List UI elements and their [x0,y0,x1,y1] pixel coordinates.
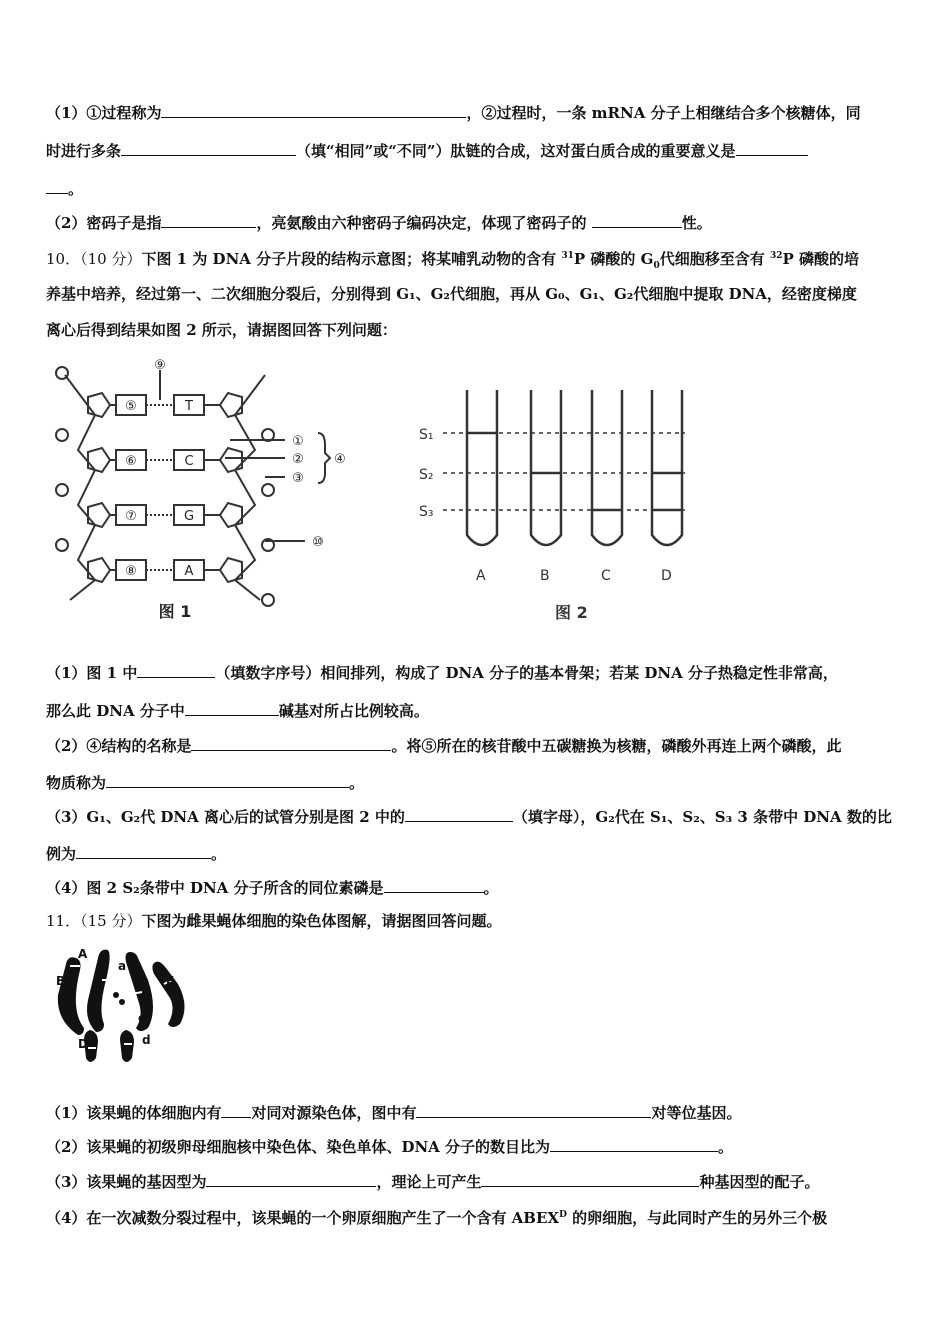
q9-p1-text: （1）①过程称为 [46,104,162,122]
q9-line-1 [46,102,906,123]
q10-a3-line-1 [46,806,906,827]
q10-a1-line-2 [46,700,906,721]
fig1-base: A [184,564,194,579]
answer-blank[interactable] [206,1171,376,1187]
gene-label: E [166,974,175,988]
answer-blank[interactable] [121,140,296,156]
q9-p1-text-b: ，②过程时，一条 mRNA 分子上相继结合多个核糖体，同 [466,104,861,122]
fig2-tube-label: B [540,568,550,584]
fig1-caption: 图 1 [158,602,192,621]
answer-blank[interactable] [221,1102,251,1118]
q9-p2-text-c: 性。 [681,214,712,232]
q11-a4-text-b: 的卵细胞，与此同时产生的另外三个极 [566,1209,828,1227]
answer-blank[interactable] [405,806,513,822]
q11-a1-line [46,1102,906,1123]
q9-p2-text: （2）密码子是指 [46,214,162,232]
q10-a3-text: （3）G₁、G₂代 DNA 离心后的试管分别是图 2 中的 [46,808,405,826]
answer-blank[interactable] [161,212,256,228]
q11-a4-text: （4）在一次减数分裂过程中，该果蝇的一个卵原细胞产生了一个含有 ABEX [46,1209,560,1227]
q10-a2-line-1 [46,735,906,756]
fig1-callout: ④ [334,452,346,467]
q11-stem-text: 下图为雌果蝇体细胞的染色体图解，请据图回答问题。 [141,912,502,930]
q11-a2-text: （2）该果蝇的初级卵母细胞核中染色体、染色单体、DNA 分子的数目比为 [46,1138,551,1156]
fig2-band-label: S₁ [419,427,434,443]
answer-blank[interactable] [161,102,466,118]
answer-blank[interactable] [76,843,211,859]
fig1-callout: ⑨ [154,358,166,373]
fig1-label: ⑥ [125,454,137,469]
fig1-base: G [183,509,195,524]
q10-a3-text-b: （填字母），G₂代在 S₁、S₂、S₃ 3 条带中 DNA 数的比 [512,808,892,826]
gene-label: e [138,1011,147,1025]
figure-chromosomes [48,940,198,1070]
gene-label: a [118,959,127,973]
answer-blank[interactable] [46,178,68,194]
q11-a1-text-b: 对同对源染色体，图中有 [251,1104,417,1122]
fig2-caption: 图 2 [555,603,588,622]
subscript: 0 [653,261,660,271]
answer-blank[interactable] [191,735,391,751]
gene-label: B [56,974,66,988]
q11-stem [46,911,906,931]
q10-a1-text-b: （填数字序号）相间排列，构成了 DNA 分子的基本骨架；若某 DNA 分子热稳定性非常高， [215,664,838,682]
q10-stem-line-2: 养基中培养，经过第一、二次细胞分裂后，分别得到 G₁、G₂代细胞，再从 G₀、G₁、G₂代细胞中提取 DNA，经密度梯度 [46,285,857,303]
q9-p1-text-e: 。 [68,180,84,198]
q11-a3-text: （3）该果蝇的基因型为 [46,1173,207,1191]
answer-blank[interactable] [416,1102,651,1118]
q11-a3-text-b: ，理论上可产生 [376,1173,482,1191]
fig2-tube-label: D [661,568,672,584]
q11-a3-line [46,1171,906,1192]
q10-a1-text: （1）图 1 中 [46,664,138,682]
q10-a1-line-1 [46,662,906,683]
fig1-callout: ⑩ [312,535,324,550]
fig2-tube-label: C [601,568,611,584]
q10-a2-text: （2）④结构的名称是 [46,737,192,755]
q10-a2-text-d: 。 [349,774,365,792]
fig1-base: C [184,454,194,469]
answer-blank[interactable] [384,877,484,893]
answer-blank[interactable] [481,1171,699,1187]
q10-stem-b: P 磷酸的 G [573,250,654,268]
question-score: （10 分） [80,250,142,268]
fig1-label: ⑤ [125,399,137,414]
answer-blank[interactable] [550,1136,718,1152]
q10-a2-line-2 [46,772,906,793]
superscript: 31 [561,251,574,261]
gene-label: B [93,1011,103,1025]
question-number: 11． [46,912,81,930]
fig1-label: ⑧ [125,564,137,579]
fig1-base: T [185,399,193,414]
q10-a3-text-d: 。 [211,845,227,863]
fig1-callout: ① [292,434,304,449]
gene-label: A [78,947,88,961]
q10-stem-line-3: 离心后得到结果如图 2 所示，请据图回答下列问题： [46,321,397,339]
q10-a4-text: （4）图 2 S₂条带中 DNA 分子所含的同位素磷是 [46,879,384,897]
q11-a1-text: （1）该果蝇的体细胞内有 [46,1104,222,1122]
fig1-callout: ② [292,452,304,467]
q11-a4-line [46,1205,906,1228]
figure-1-dna-structure [50,355,350,635]
superscript: D [559,1210,567,1220]
answer-blank[interactable] [185,700,279,716]
q10-line-1 [46,246,906,276]
q10-a3-line-2 [46,843,906,864]
gene-label: d [142,1033,151,1047]
question-score: （15 分） [80,912,142,930]
q10-a4-line [46,877,906,898]
q10-a1-text-d: 碱基对所占比例较高。 [278,702,429,720]
q10-stem: 下图 1 为 DNA 分子片段的结构示意图；将某哺乳动物的含有 [141,250,557,268]
q10-stem-d: P 磷酸的培 [782,250,860,268]
q10-a3-text-c: 例为 [46,845,77,863]
q9-line-2 [46,140,906,161]
q9-p1-text-d: （填“相同”或“不同”）肽链的合成，这对蛋白质合成的重要意义是 [296,142,736,160]
q10-a2-text-c: 物质称为 [46,774,107,792]
q9-p1-text-c: 时进行多条 [46,142,122,160]
figure-2-tubes [415,385,705,635]
answer-blank[interactable] [106,772,349,788]
q9-p2-text-b: ，亮氨酸由六种密码子编码决定，体现了密码子的 [256,214,587,232]
answer-blank[interactable] [137,662,215,678]
q10-stem-c: 代细胞移至含有 [659,250,765,268]
q9-line-3 [46,178,906,199]
gene-label: D [78,1037,88,1051]
q11-a1-text-c: 对等位基因。 [651,1104,742,1122]
q9-line-4 [46,212,906,233]
q11-a3-text-c: 种基因型的配子。 [699,1173,820,1191]
fig2-tube-label: A [476,568,486,584]
superscript: 32 [769,251,783,261]
question-number: 10． [46,250,81,268]
fig1-label: ⑦ [125,509,137,524]
fig2-band-label: S₂ [419,467,434,483]
fig1-callout: ③ [292,471,304,486]
q11-a2-line [46,1136,906,1157]
answer-blank[interactable] [592,212,682,228]
q10-a4-text-b: 。 [483,879,499,897]
fig2-band-label: S₃ [419,504,434,520]
q11-a2-text-b: 。 [718,1138,734,1156]
q10-a2-text-b: 。将⑤所在的核苷酸中五碳糖换为核糖，磷酸外再连上两个磷酸，此 [391,737,842,755]
answer-blank[interactable] [736,140,808,156]
q10-a1-text-c: 那么此 DNA 分子中 [46,702,185,720]
